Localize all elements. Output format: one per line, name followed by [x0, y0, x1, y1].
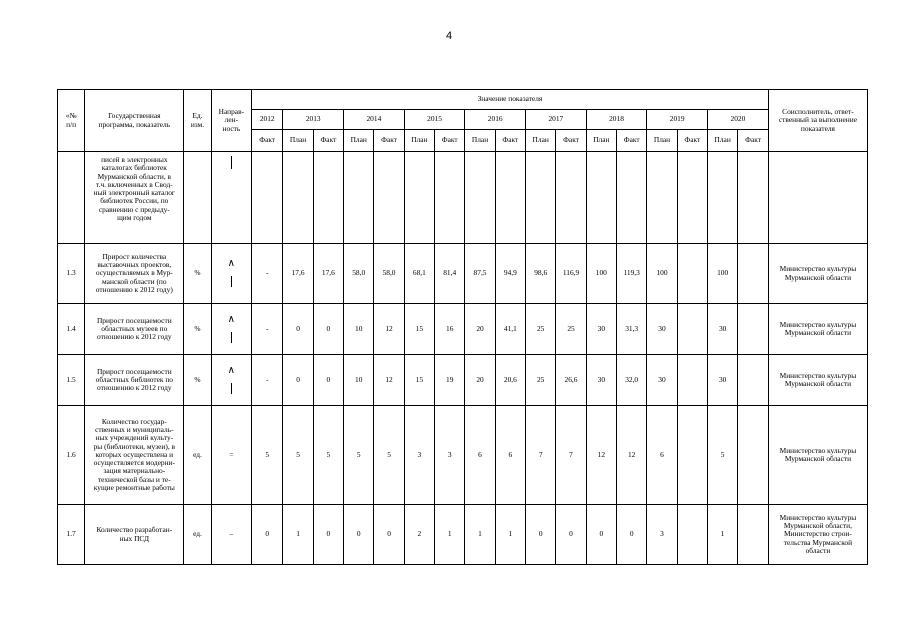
value-cell: 94,9: [495, 244, 525, 304]
value-cell: 12: [374, 355, 404, 406]
value-cell: 12: [374, 304, 404, 355]
header-program-text: Государственная программа, показатель: [98, 111, 171, 129]
unit: %: [184, 244, 211, 304]
header-unit: [184, 90, 211, 152]
header-direction: [211, 90, 251, 152]
value-cell: 116,9: [556, 244, 586, 304]
header-value-group: [252, 90, 769, 110]
year-2018: 2018: [586, 110, 647, 130]
value-cell: 5: [707, 406, 737, 505]
value-cell: 6: [465, 406, 495, 505]
indicator-name: писей в электронных каталогах библиотек Мурманской области, в т.ч. включенных в Свод- ный электронный каталог библиотек России, по сравнению с предыду- щим годом: [85, 152, 184, 244]
responsible: Министерство культуры Мурманской области: [768, 355, 867, 406]
page-number: 4: [446, 30, 453, 42]
value-cell: [677, 406, 707, 505]
year-2013: 2013: [283, 110, 344, 130]
year-2014: 2014: [344, 110, 405, 130]
header-direction-text: Направ- лен- ность: [218, 107, 245, 133]
arrow-up-icon: ∧: [227, 364, 235, 376]
value-cell: 6: [647, 406, 677, 505]
value-cell: [677, 505, 707, 565]
header-responsible-text: Соисполнитель, ответ- ственный за выполнение показателя: [778, 107, 857, 133]
value-cell: [738, 355, 769, 406]
subcol-plan: План: [586, 130, 616, 152]
year-2012: 2012: [252, 110, 283, 130]
direction: [211, 355, 251, 406]
subcol-plan: План: [404, 130, 434, 152]
value-cell: 0: [617, 505, 647, 565]
value-cell: -: [252, 244, 283, 304]
value-cell: 30: [586, 304, 616, 355]
value-cell: 98,6: [526, 244, 556, 304]
value-cell: 0: [283, 355, 313, 406]
value-cell: 3: [647, 505, 677, 565]
value-cell: [738, 505, 769, 565]
subcol-fact: Факт: [252, 130, 283, 152]
value-cell: 25: [526, 355, 556, 406]
year-2020: 2020: [707, 110, 768, 130]
value-cell: [707, 152, 737, 244]
value-cell: [283, 152, 313, 244]
value-cell: 16: [435, 304, 465, 355]
bar-icon: [231, 383, 232, 394]
value-cell: [677, 244, 707, 304]
value-cell: 1: [283, 505, 313, 565]
header-num-text: «№ п/п: [65, 111, 77, 129]
table-row: [58, 505, 868, 565]
responsible: Министерство культуры Мурманской области: [768, 304, 867, 355]
bar-icon: [231, 276, 232, 287]
value-cell: 15: [404, 304, 434, 355]
value-cell: 17,6: [313, 244, 343, 304]
value-cell: 20: [465, 304, 495, 355]
value-cell: 0: [313, 304, 343, 355]
value-cell: 26,6: [556, 355, 586, 406]
responsible: [768, 152, 867, 244]
value-cell: 87,5: [465, 244, 495, 304]
value-cell: [677, 152, 707, 244]
value-cell: 1: [465, 505, 495, 565]
direction: –: [211, 505, 251, 565]
subcol-fact: Факт: [556, 130, 586, 152]
value-cell: 30: [647, 304, 677, 355]
subcol-plan: План: [465, 130, 495, 152]
value-cell: [617, 152, 647, 244]
value-cell: [252, 152, 283, 244]
row-number: [58, 152, 85, 244]
value-cell: 10: [344, 355, 374, 406]
value-cell: [435, 152, 465, 244]
subcol-plan: План: [526, 130, 556, 152]
value-cell: [677, 304, 707, 355]
value-cell: 20: [465, 355, 495, 406]
value-cell: 5: [374, 406, 404, 505]
arrow-up-icon: ∧: [227, 258, 235, 269]
value-cell: 31,3: [617, 304, 647, 355]
indicators-table: [57, 89, 868, 565]
value-cell: [465, 152, 495, 244]
subcol-fact: Факт: [495, 130, 525, 152]
row-number: 1.7: [58, 505, 85, 565]
value-cell: 12: [617, 406, 647, 505]
value-cell: 3: [435, 406, 465, 505]
direction: =: [211, 406, 251, 505]
bar-icon: [231, 156, 232, 169]
value-cell: 32,0: [617, 355, 647, 406]
indicator-name: Прирост посещаемости областных библиотек по отношению к 2012 году: [85, 355, 184, 406]
header-value-group-text: Значение показателя: [477, 94, 543, 104]
value-cell: 30: [586, 355, 616, 406]
subcol-fact: Факт: [374, 130, 404, 152]
value-cell: 5: [283, 406, 313, 505]
value-cell: 7: [556, 406, 586, 505]
value-cell: 7: [526, 406, 556, 505]
value-cell: 100: [586, 244, 616, 304]
table-body: [58, 152, 868, 565]
value-cell: 0: [252, 505, 283, 565]
table-row: [58, 355, 868, 406]
value-cell: 100: [647, 244, 677, 304]
year-2019: 2019: [647, 110, 708, 130]
subcol-plan: План: [344, 130, 374, 152]
indicator-name: Прирост посещаемости областных музеев по отношению к 2012 году: [85, 304, 184, 355]
value-cell: 5: [252, 406, 283, 505]
direction: [211, 304, 251, 355]
table-row: [58, 406, 868, 505]
subcol-fact: Факт: [677, 130, 707, 152]
arrow-up-icon: ∧: [227, 313, 235, 325]
value-cell: -: [252, 304, 283, 355]
value-cell: 1: [435, 505, 465, 565]
value-cell: 3: [404, 406, 434, 505]
value-cell: [404, 152, 434, 244]
value-cell: [526, 152, 556, 244]
subcol-fact: Факт: [617, 130, 647, 152]
subcol-fact: Факт: [738, 130, 769, 152]
row-number: 1.3: [58, 244, 85, 304]
value-cell: [738, 304, 769, 355]
value-cell: [374, 152, 404, 244]
subcol-plan: План: [707, 130, 737, 152]
value-cell: 68,1: [404, 244, 434, 304]
table-row: [58, 244, 868, 304]
responsible: Министерство культуры Мурманской области, Министерство строи- тельства Мурманской области: [768, 505, 867, 565]
year-2017: 2017: [526, 110, 587, 130]
value-cell: 25: [556, 304, 586, 355]
unit: ед.: [184, 406, 211, 505]
value-cell: [738, 152, 769, 244]
value-cell: 0: [586, 505, 616, 565]
subcol-plan: План: [283, 130, 313, 152]
indicator-name: Прирост количества выставочных проектов, осуществляемых в Мур- манской области (по отношению к 2012 году): [85, 244, 184, 304]
value-cell: 119,3: [617, 244, 647, 304]
unit: ед.: [184, 505, 211, 565]
value-cell: [495, 152, 525, 244]
value-cell: 0: [374, 505, 404, 565]
value-cell: 6: [495, 406, 525, 505]
subcol-fact: Факт: [313, 130, 343, 152]
value-cell: 15: [404, 355, 434, 406]
value-cell: 10: [344, 304, 374, 355]
unit: %: [184, 304, 211, 355]
header-unit-text: Ед. изм.: [190, 111, 205, 129]
header-num: [58, 90, 85, 152]
value-cell: 5: [344, 406, 374, 505]
value-cell: 5: [313, 406, 343, 505]
value-cell: [556, 152, 586, 244]
value-cell: [313, 152, 343, 244]
header-responsible: [768, 90, 867, 152]
value-cell: 0: [344, 505, 374, 565]
row-number: 1.5: [58, 355, 85, 406]
value-cell: 25: [526, 304, 556, 355]
value-cell: 30: [647, 355, 677, 406]
direction: [211, 244, 251, 304]
responsible: Министерство культуры Мурманской области: [768, 244, 867, 304]
value-cell: 0: [313, 355, 343, 406]
value-cell: [677, 355, 707, 406]
direction: [211, 152, 251, 244]
row-number: 1.6: [58, 406, 85, 505]
table-row: [58, 304, 868, 355]
year-2016: 2016: [465, 110, 526, 130]
value-cell: -: [252, 355, 283, 406]
value-cell: [647, 152, 677, 244]
bar-icon: [231, 332, 232, 343]
value-cell: 0: [313, 505, 343, 565]
value-cell: [344, 152, 374, 244]
value-cell: [586, 152, 616, 244]
value-cell: 1: [707, 505, 737, 565]
subcol-plan: План: [647, 130, 677, 152]
value-cell: 2: [404, 505, 434, 565]
unit: %: [184, 355, 211, 406]
value-cell: 41,1: [495, 304, 525, 355]
table-row: [58, 152, 868, 244]
value-cell: 81,4: [435, 244, 465, 304]
value-cell: 100: [707, 244, 737, 304]
row-number: 1.4: [58, 304, 85, 355]
unit: [184, 152, 211, 244]
value-cell: 19: [435, 355, 465, 406]
year-2015: 2015: [404, 110, 465, 130]
value-cell: 20,6: [495, 355, 525, 406]
value-cell: 30: [707, 304, 737, 355]
value-cell: 1: [495, 505, 525, 565]
value-cell: 0: [283, 304, 313, 355]
responsible: Министерство культуры Мурманской области: [768, 406, 867, 505]
value-cell: 30: [707, 355, 737, 406]
value-cell: 0: [526, 505, 556, 565]
value-cell: 17,6: [283, 244, 313, 304]
subcol-fact: Факт: [435, 130, 465, 152]
value-cell: [738, 244, 769, 304]
value-cell: 58,0: [344, 244, 374, 304]
indicator-name: Количество разработан- ных ПСД: [85, 505, 184, 565]
value-cell: 0: [556, 505, 586, 565]
value-cell: 12: [586, 406, 616, 505]
table-header: [58, 90, 868, 152]
value-cell: 58,0: [374, 244, 404, 304]
header-program: [85, 90, 184, 152]
value-cell: [738, 406, 769, 505]
indicator-name: Количество государ- ственных и муниципаль- ных учреждений культу- ры (библиотеки, музеи), в которых осуществлена и осуществляется модерни- зация материально- технической базы и те- кущие ремонтные работы: [85, 406, 184, 505]
